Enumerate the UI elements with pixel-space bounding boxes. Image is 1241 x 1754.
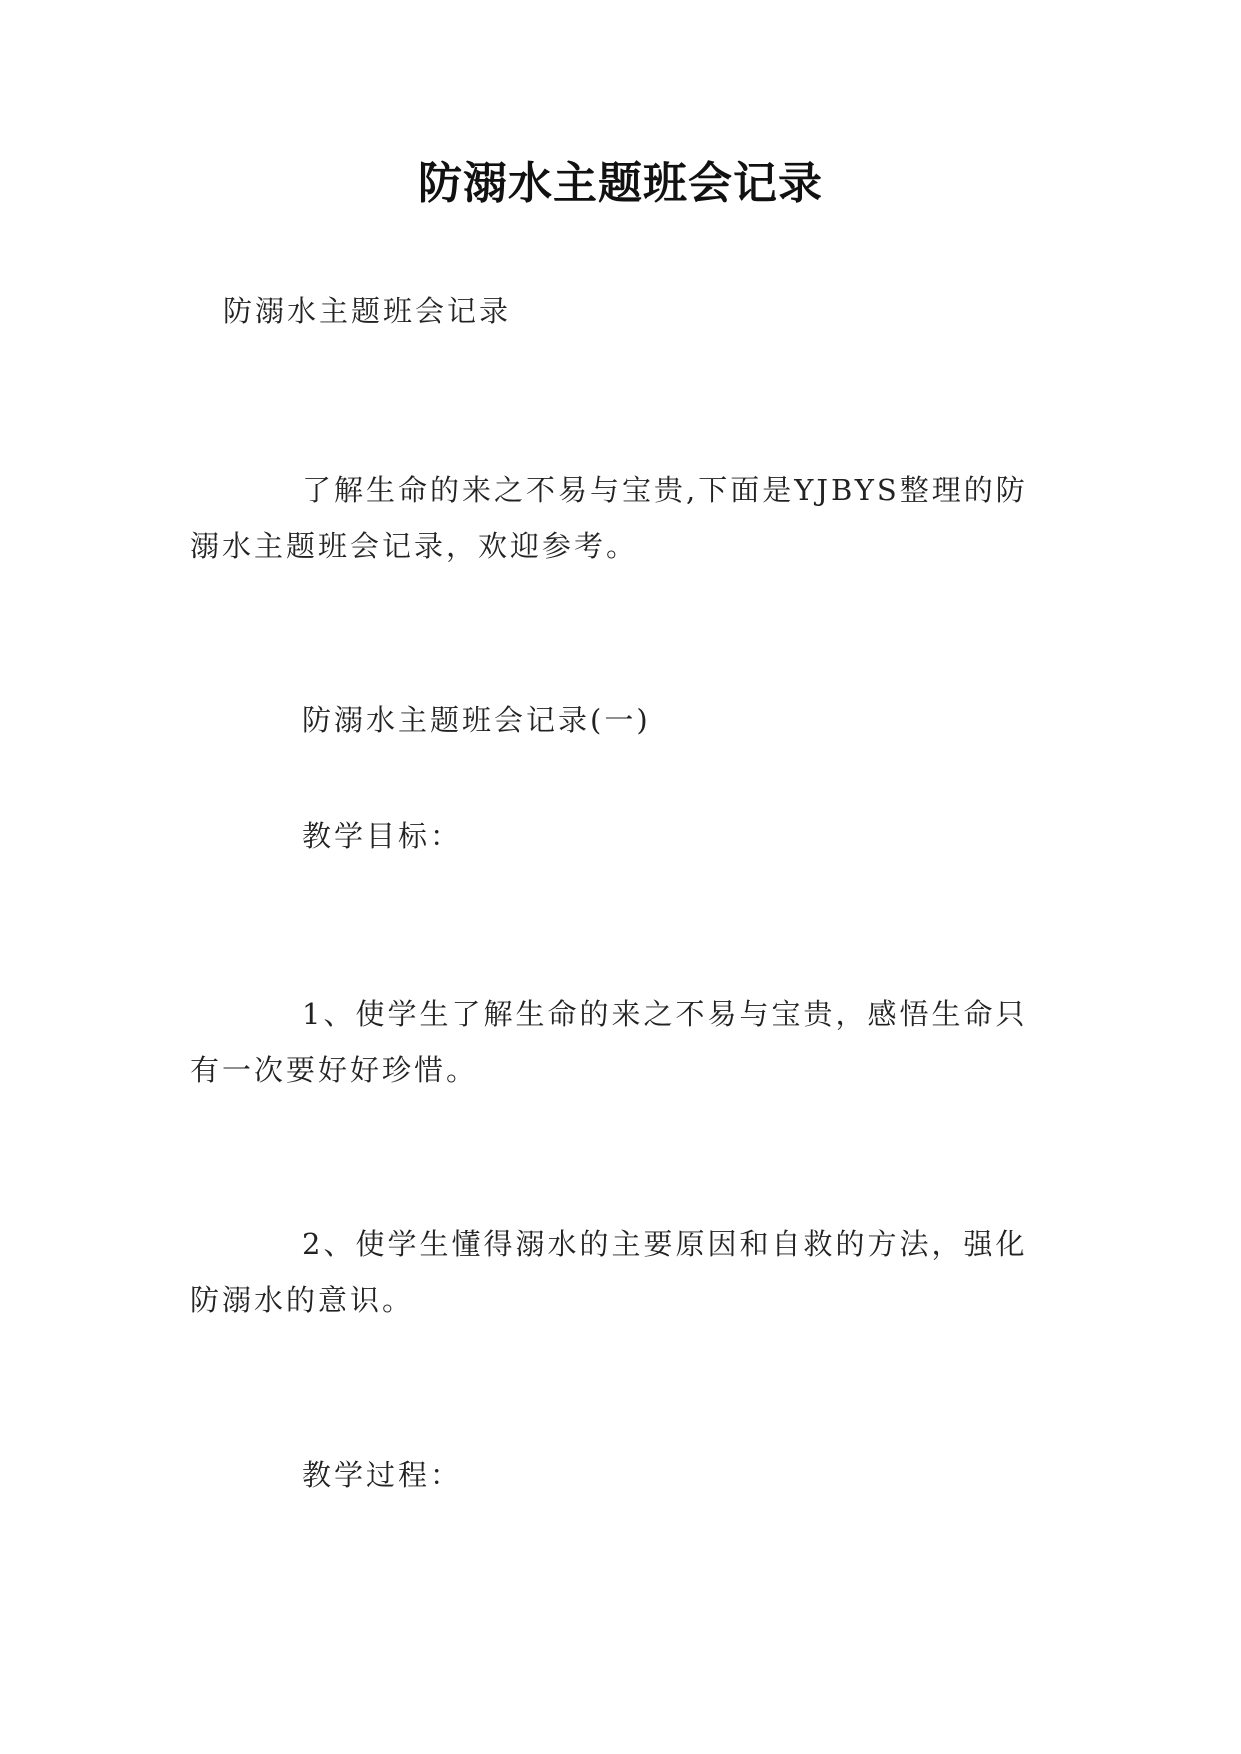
intro-paragraph: 了解生命的来之不易与宝贵,下面是YJBYS整理的防溺水主题班会记录，欢迎参考。 bbox=[190, 473, 1028, 563]
document-subtitle: 防溺水主题班会记录 bbox=[223, 294, 512, 328]
document-title: 防溺水主题班会记录 bbox=[418, 158, 823, 209]
section-heading: 防溺水主题班会记录(一) bbox=[302, 703, 651, 737]
process-label: 教学过程： bbox=[302, 1458, 463, 1492]
goal-item-2: 2、使学生懂得溺水的主要原因和自救的方法，强化防溺水的意识。 bbox=[190, 1227, 1028, 1317]
goal-item-1: 1、使学生了解生命的来之不易与宝贵，感悟生命只有一次要好好珍惜。 bbox=[190, 997, 1028, 1087]
goals-label: 教学目标： bbox=[302, 819, 463, 853]
